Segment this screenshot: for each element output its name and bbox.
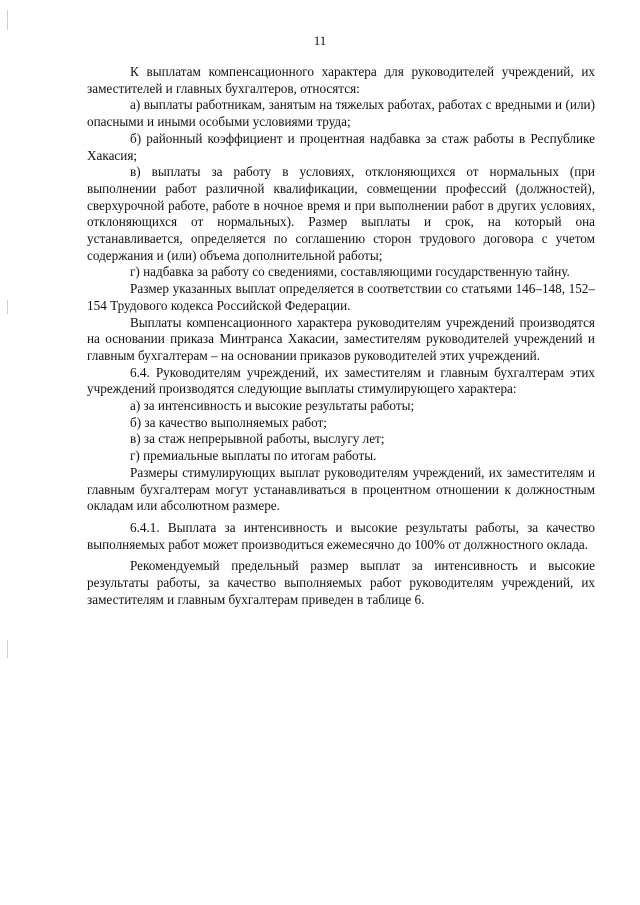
paragraph-6-4: 6.4. Руководителям учреждений, их заместителям и главным бухгалтерам этих учреждений производятся следующие выплаты стимулирующего характера: [87, 364, 595, 397]
page-number: 11 [313, 33, 327, 48]
paragraph-stimulating-sizes: Размеры стимулирующих выплат руководителям учреждений, их заместителям и главным бухгалтерам могут устанавливаться в процентном отношении к должностным окладам или абсолютном размере. [87, 464, 595, 514]
scan-edge-mark [7, 640, 8, 658]
paragraph-intro: К выплатам компенсационного характера для руководителей учреждений, их заместителей и главных бухгалтеров, относятся: [87, 64, 595, 96]
scan-edge-mark [7, 10, 8, 30]
list-item-b: б) за качество выполняемых работ; [130, 414, 327, 430]
list-item-a: а) за интенсивность и высокие результаты работы; [130, 398, 415, 414]
paragraph-payments: Выплаты компенсационного характера руководителям учреждений производятся на основании приказа Минтранса Хакасии, заместителям руководителей учреждений и главным бухгалтерам – на основании приказов руководителей этих учреждений. [87, 314, 595, 363]
paragraph-recommended-size: Рекомендуемый предельный размер выплат за интенсивность и высокие результаты работы, за качество выполняемых работ руководителям учреждений, их заместителям и главным бухгалтерам приведен в таблице 6. [87, 558, 595, 607]
list-item-v: в) за стаж непрерывной работы, выслугу лет; [130, 431, 385, 447]
list-item-v: в) выплаты за работу в условиях, отклоняющихся от нормальных (при выполнении работ различной квалификации, совмещении профессий (должностей), сверхурочной работе, работе в ночное время и при выполнении работ в других условиях, отклоняющихся от нормальных). Размер выплаты и срок, на который она устанавливается, определяется по соглашению сторон трудового договора с учетом содержания и (или) объема дополнительной работы; [87, 164, 595, 263]
paragraph-size: Размер указанных выплат определяется в соответствии со статьями 146–148, 152–154 Трудового кодекса Российской Федерации. [87, 281, 595, 313]
list-item-a: а) выплаты работникам, занятым на тяжелых работах, работах с вредными и (или) опасными и иными особыми условиями труда; [87, 97, 595, 130]
list-item-g: г) премиальные выплаты по итогам работы. [130, 448, 377, 464]
list-item-b: б) районный коэффициент и процентная надбавка за стаж работы в Республике Хакасия; [87, 130, 595, 163]
scan-edge-mark [7, 300, 8, 314]
paragraph-6-4-1: 6.4.1. Выплата за интенсивность и высокие результаты работы, за качество выполняемых работ может производиться ежемесячно до 100% от должностного оклада. [87, 519, 595, 552]
list-item-g: г) надбавка за работу со сведениями, составляющими государственную тайну. [130, 264, 570, 280]
document-body [87, 64, 595, 609]
